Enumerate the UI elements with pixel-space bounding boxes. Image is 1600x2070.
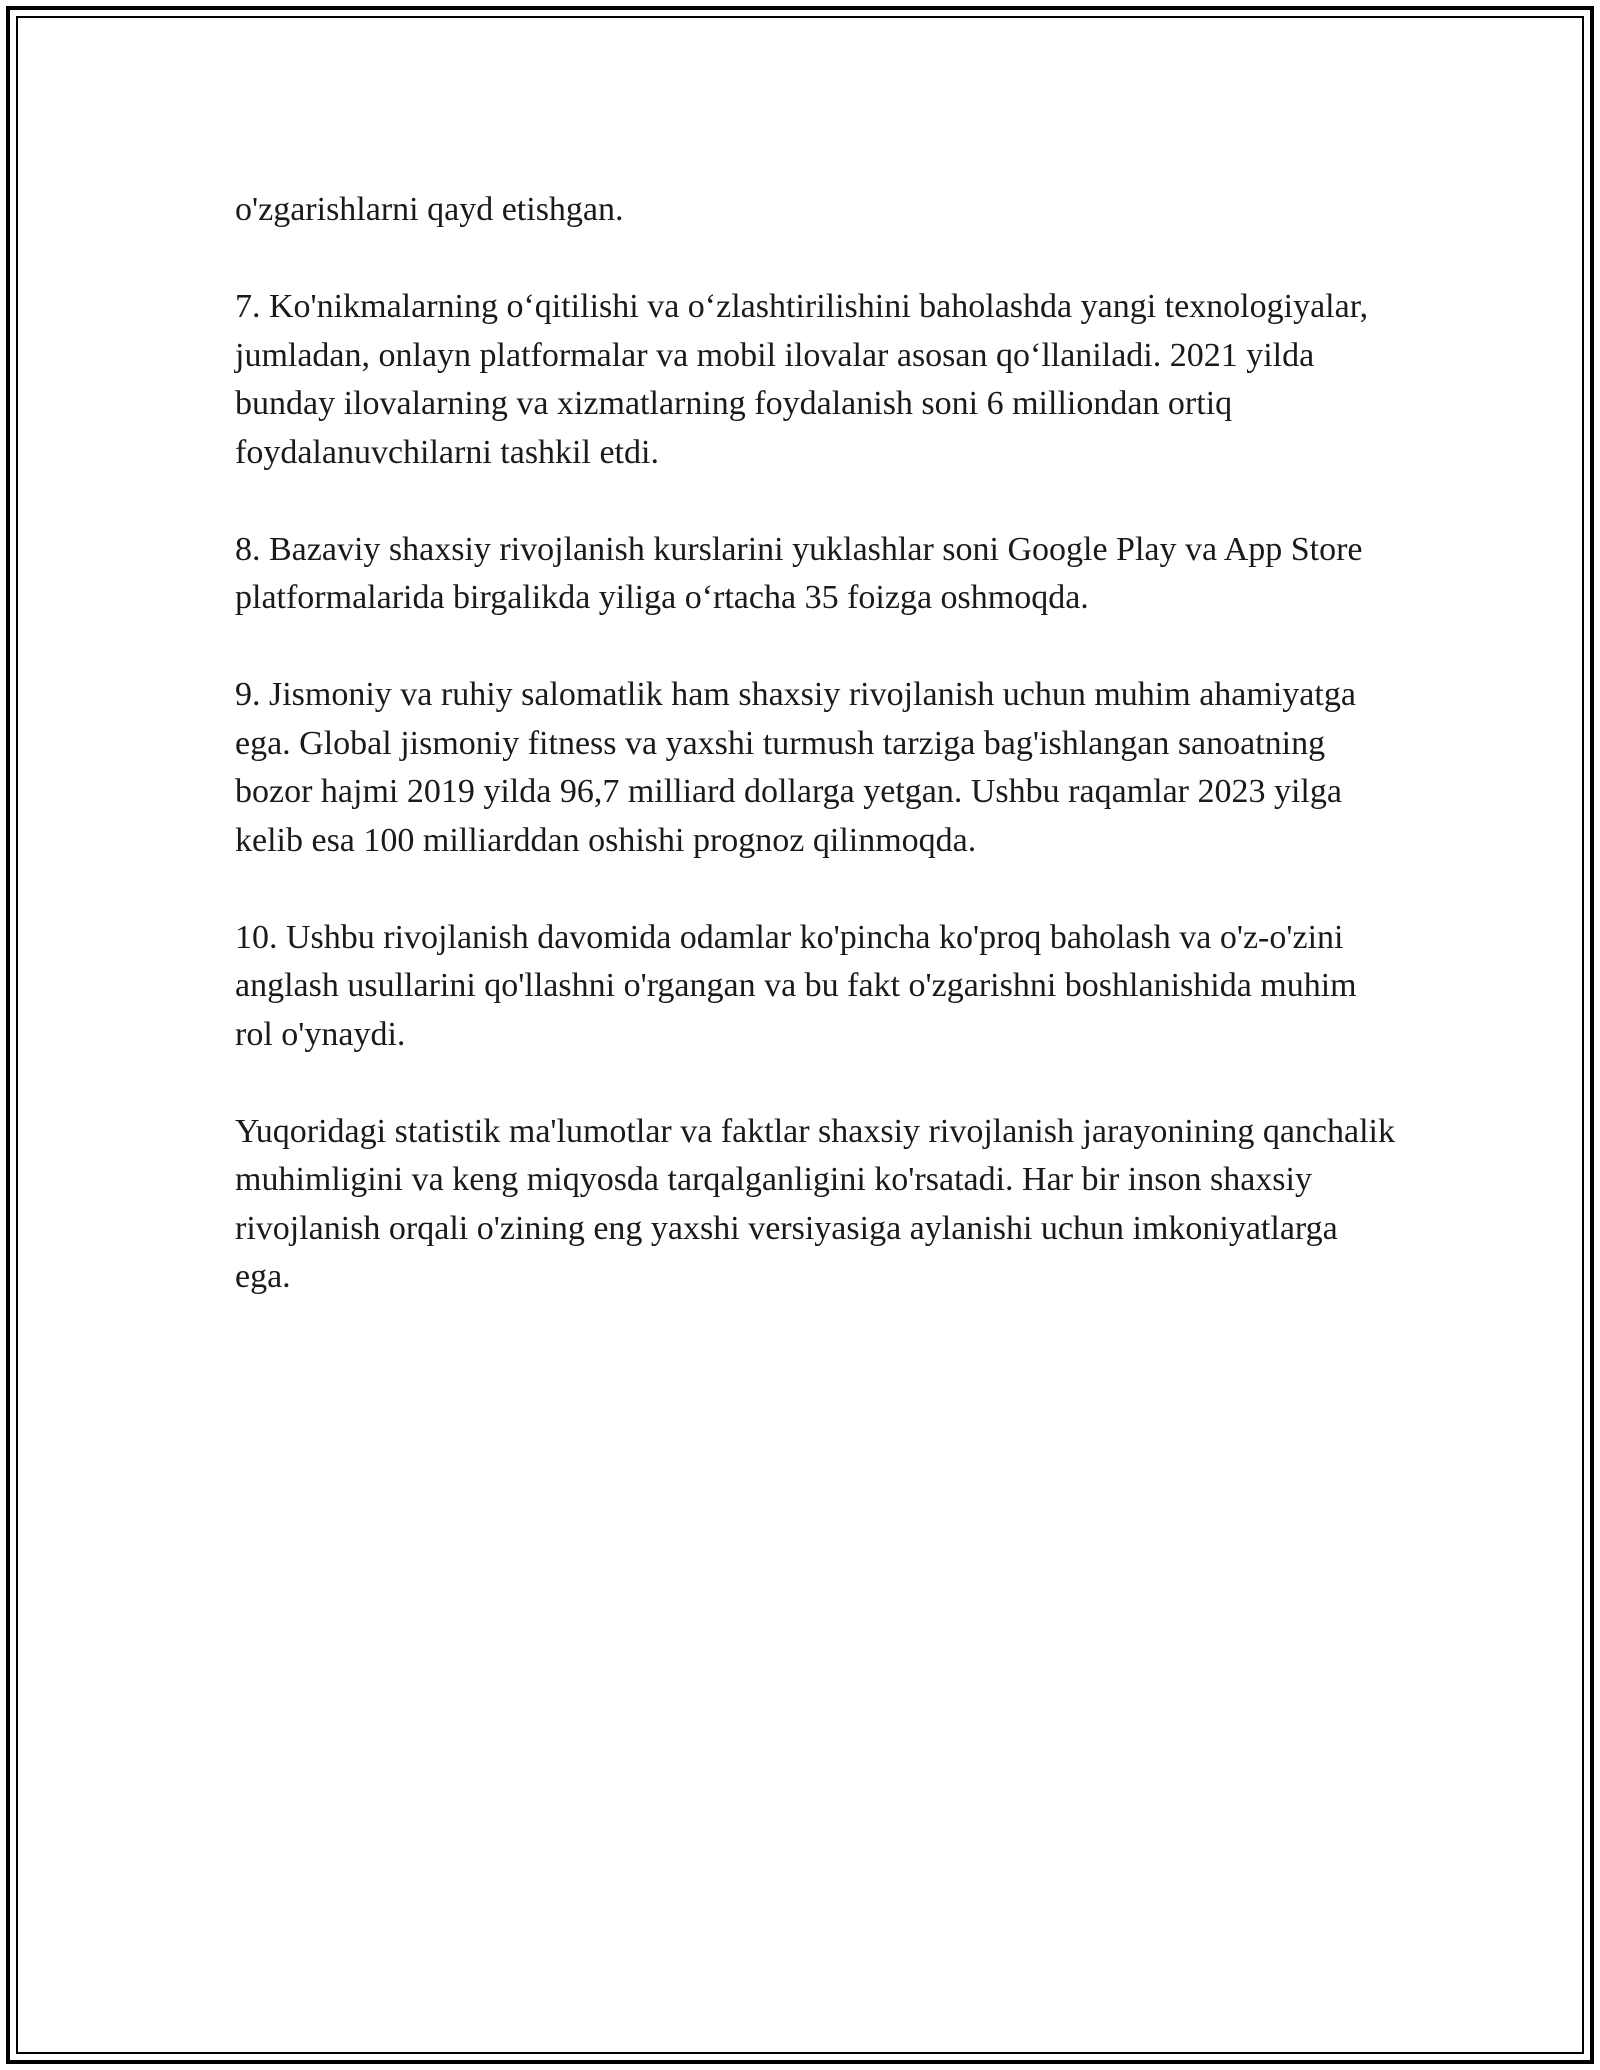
- document-body: [235, 186, 1395, 1350]
- paragraph-item-10: 10. Ushbu rivojlanish davomida odamlar ko'pincha ko'proq baholash va o'z-o'zini anglash usullarini qo'llashni o'rgangan va bu fakt o'zgarishni boshlanishida muhim rol o'ynaydi.: [235, 918, 1357, 1053]
- paragraph-item-8: 8. Bazaviy shaxsiy rivojlanish kurslarini yuklashlar soni Google Play va App Store platformalarida birgalikda yiliga o‘rtacha 35 foizga oshmoqda.: [235, 530, 1363, 616]
- paragraph-continuation: o'zgarishlarni qayd etishgan.: [235, 191, 624, 228]
- paragraph-item-7: 7. Ko'nikmalarning o‘qitilishi va o‘zlashtirilishini baholashda yangi texnologiyalar, jumladan, onlayn platformalar va mobil ilovalar asosan qo‘llaniladi. 2021 yilda bunday ilovalarning va xizmatlarning foydalanish soni 6 milliondan ortiq foydalanuvchilarni tashkil etdi.: [235, 288, 1369, 471]
- paragraph-conclusion: Yuqoridagi statistik ma'lumotlar va faktlar shaxsiy rivojlanish jarayonining qanchalik muhimligini va keng miqyosda tarqalganligini ko'rsatadi. Har bir inson shaxsiy rivojlanish orqali o'zining eng yaxshi versiyasiga aylanishi uchun imkoniyatlarga ega.: [235, 1112, 1395, 1295]
- paragraph-item-9: 9. Jismoniy va ruhiy salomatlik ham shaxsiy rivojlanish uchun muhim ahamiyatga ega. Global jismoniy fitness va yaxshi turmush tarziga bag'ishlangan sanoatning bozor hajmi 2019 yilda 96,7 milliard dollarga yetgan. Ushbu raqamlar 2023 yilga kelib esa 100 milliarddan oshishi prognoz qilinmoqda.: [235, 676, 1356, 859]
